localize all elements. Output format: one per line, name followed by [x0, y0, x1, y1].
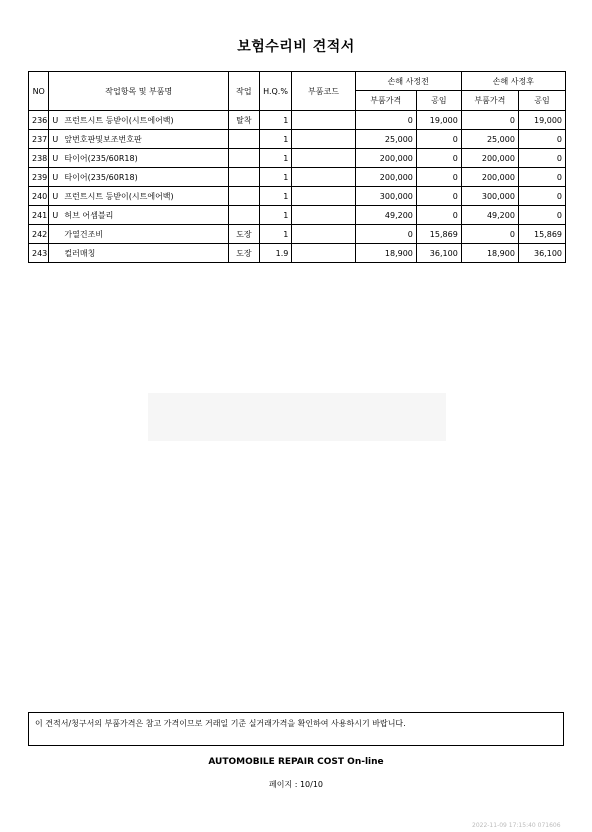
table-row	[29, 244, 566, 263]
header-code: 부품코드	[292, 72, 355, 111]
cell-a-price: 25,000	[461, 130, 518, 149]
cell-b-price: 200,000	[355, 168, 416, 187]
cell-part-name: 허브 어셈블리	[64, 210, 114, 220]
cell-name	[49, 206, 229, 225]
table-row	[29, 187, 566, 206]
page-number: 페이지 : 10/10	[268, 780, 324, 789]
cell-a-labor: 19,000	[518, 111, 565, 130]
cell-hq: 1.9	[259, 244, 292, 263]
table-row	[29, 130, 566, 149]
cell-a-labor: 0	[518, 187, 565, 206]
cell-flag: U	[52, 153, 59, 163]
table-row	[29, 149, 566, 168]
cell-b-price: 18,900	[355, 244, 416, 263]
cell-flag: U	[52, 115, 59, 125]
cell-a-labor: 0	[518, 149, 565, 168]
cell-b-price: 0	[355, 225, 416, 244]
cell-b-labor: 19,000	[416, 111, 461, 130]
cell-a-price: 200,000	[461, 149, 518, 168]
cell-no: 236	[29, 111, 49, 130]
cell-work	[229, 168, 260, 187]
cell-code	[292, 225, 355, 244]
cell-code	[292, 187, 355, 206]
cell-hq: 1	[259, 168, 292, 187]
cell-name	[49, 111, 229, 130]
cell-b-price: 300,000	[355, 187, 416, 206]
cell-no: 238	[29, 149, 49, 168]
cell-b-labor: 0	[416, 206, 461, 225]
cell-name	[49, 130, 229, 149]
cell-name	[49, 244, 229, 263]
cell-flag: U	[52, 191, 59, 201]
cell-work	[229, 149, 260, 168]
cell-part-name: 컬러매칭	[64, 248, 96, 258]
cell-part-name: 앞번호판및보조번호판	[64, 134, 142, 144]
cell-name	[49, 187, 229, 206]
page-title: 보험수리비 견적서	[237, 39, 355, 55]
cell-b-price: 0	[355, 111, 416, 130]
cell-a-price: 200,000	[461, 168, 518, 187]
cell-a-price: 18,900	[461, 244, 518, 263]
cell-a-labor: 0	[518, 168, 565, 187]
cell-name	[49, 168, 229, 187]
cell-a-labor: 0	[518, 130, 565, 149]
cell-work: 도장	[229, 244, 260, 263]
cell-b-labor: 36,100	[416, 244, 461, 263]
cell-part-name: 타이어(235/60R18)	[64, 172, 138, 182]
cell-a-labor: 0	[518, 206, 565, 225]
cell-flag: U	[52, 210, 59, 220]
cell-a-price: 0	[461, 111, 518, 130]
table-row	[29, 206, 566, 225]
header-after-part-price: 부품가격	[461, 91, 518, 111]
cell-work: 도장	[229, 225, 260, 244]
cell-flag: U	[52, 134, 59, 144]
cell-hq: 1	[259, 206, 292, 225]
cell-a-labor: 36,100	[518, 244, 565, 263]
header-no: NO	[29, 72, 49, 111]
header-after-labor: 공임	[518, 91, 565, 111]
cell-hq: 1	[259, 149, 292, 168]
cell-work	[229, 187, 260, 206]
footer-brand: AUTOMOBILE REPAIR COST On-line	[208, 757, 384, 767]
cell-hq: 1	[259, 187, 292, 206]
cell-b-labor: 0	[416, 168, 461, 187]
header-before-part-price: 부품가격	[355, 91, 416, 111]
cell-work: 탈착	[229, 111, 260, 130]
cell-b-price: 200,000	[355, 149, 416, 168]
cell-b-labor: 15,869	[416, 225, 461, 244]
cell-no: 239	[29, 168, 49, 187]
cell-no: 241	[29, 206, 49, 225]
table-row	[29, 225, 566, 244]
cell-hq: 1	[259, 130, 292, 149]
cell-code	[292, 149, 355, 168]
cell-b-price: 49,200	[355, 206, 416, 225]
cell-no: 240	[29, 187, 49, 206]
header-before-labor: 공임	[416, 91, 461, 111]
cell-no: 243	[29, 244, 49, 263]
cell-code	[292, 130, 355, 149]
header-after: 손해 사정후	[461, 72, 565, 91]
cell-name	[49, 149, 229, 168]
cell-work	[229, 206, 260, 225]
table-row	[29, 168, 566, 187]
cell-part-name: 프런트시트 등받이(시트에어백)	[64, 115, 174, 125]
cell-hq: 1	[259, 225, 292, 244]
cell-name	[49, 225, 229, 244]
cell-no: 242	[29, 225, 49, 244]
header-before: 손해 사정전	[355, 72, 461, 91]
cell-code	[292, 168, 355, 187]
cell-b-labor: 0	[416, 130, 461, 149]
watermark	[148, 393, 446, 441]
cell-code	[292, 111, 355, 130]
print-timestamp: 2022-11-09 17:15:40 071606	[472, 822, 561, 829]
cell-code	[292, 244, 355, 263]
cell-a-labor: 15,869	[518, 225, 565, 244]
header-item: 작업항목 및 부품명	[49, 72, 229, 111]
cell-flag: U	[52, 172, 59, 182]
cell-work	[229, 130, 260, 149]
cell-no: 237	[29, 130, 49, 149]
notice: 이 견적서/청구서의 부품가격은 참고 가격이므로 거래일 기준 실거래가격을 확인하여 사용하시기 바랍니다.	[28, 712, 564, 746]
cell-b-price: 25,000	[355, 130, 416, 149]
table-row	[29, 111, 566, 130]
cell-a-price: 0	[461, 225, 518, 244]
cell-a-price: 300,000	[461, 187, 518, 206]
cell-b-labor: 0	[416, 187, 461, 206]
cell-code	[292, 206, 355, 225]
cell-a-price: 49,200	[461, 206, 518, 225]
estimate-table	[28, 71, 566, 263]
header-hq: H.Q.%	[259, 72, 292, 111]
cell-part-name: 가열건조비	[64, 229, 104, 239]
cell-part-name: 프런트시트 등받이(시트에어백)	[64, 191, 174, 201]
cell-part-name: 타이어(235/60R18)	[64, 153, 138, 163]
header-work: 작업	[229, 72, 260, 111]
cell-b-labor: 0	[416, 149, 461, 168]
cell-hq: 1	[259, 111, 292, 130]
